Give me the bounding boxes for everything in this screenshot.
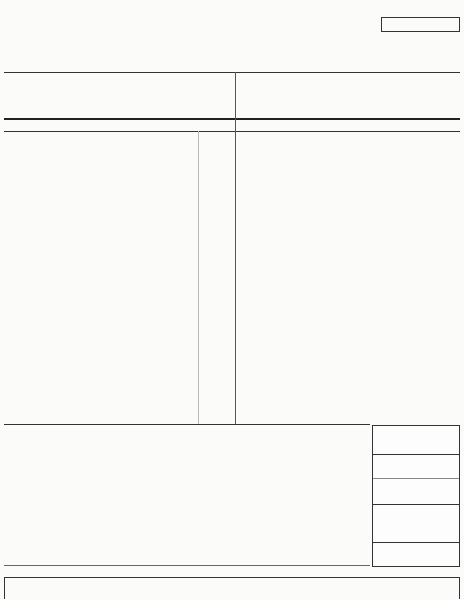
column-divider-parts-labor: [235, 118, 236, 424]
totals-box: [372, 425, 460, 567]
divider-table-header: [4, 131, 460, 132]
org-estimate: [5, 431, 9, 440]
totals-divider-1: [373, 454, 459, 455]
divider-table-top: [4, 118, 460, 120]
totals-divider-4: [373, 542, 459, 543]
authorization-text: [5, 578, 459, 582]
divider-customer-vehicle: [235, 72, 236, 118]
divider-title: [4, 72, 460, 73]
invoice-number-box: [381, 17, 460, 32]
column-divider-ext: [198, 131, 199, 424]
divider-payments: [4, 565, 370, 566]
totals-divider-2: [373, 478, 459, 479]
authorization-box: [4, 577, 460, 599]
revisions: [93, 431, 101, 440]
totals-divider-3: [373, 504, 459, 505]
current-estimate: [172, 431, 176, 440]
divider-estimates: [4, 424, 370, 425]
